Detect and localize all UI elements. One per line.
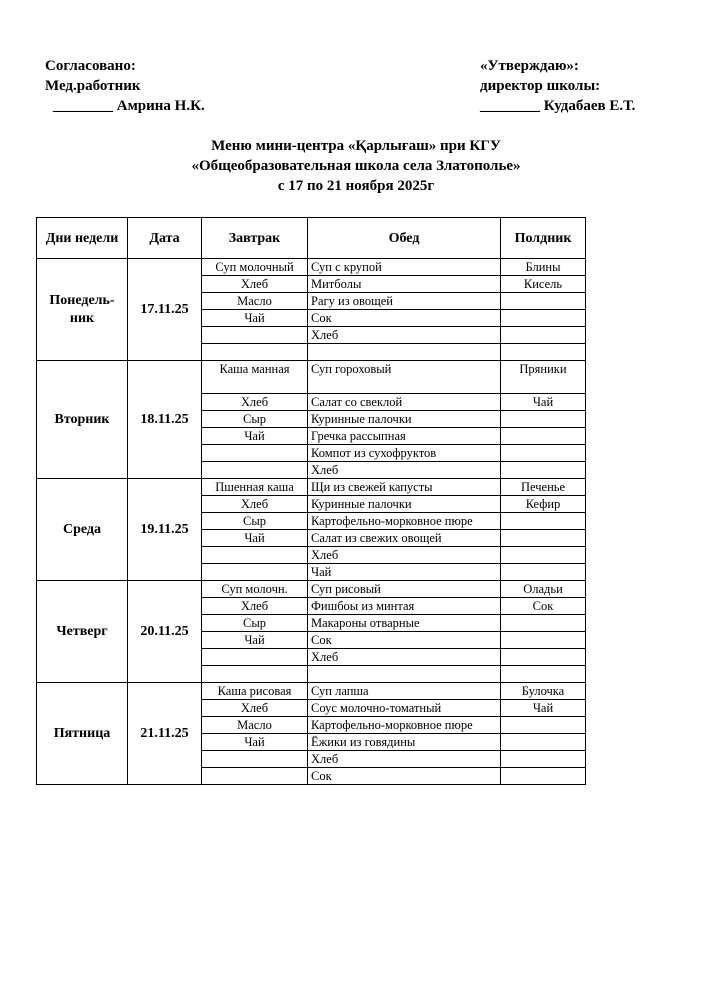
- snack-cell: [501, 445, 586, 462]
- day-cell: Вторник: [37, 361, 128, 479]
- lunch-cell: [308, 344, 501, 361]
- lunch-cell: Макароны отварные: [308, 615, 501, 632]
- approval-signature: ________ Амрина Н.К.: [53, 98, 205, 114]
- approval-role: Мед.работник: [45, 78, 141, 94]
- document-title: [0, 136, 712, 196]
- breakfast-cell: [202, 344, 308, 361]
- lunch-cell: Салат из свежих овощей: [308, 530, 501, 547]
- snack-cell: [501, 293, 586, 310]
- lunch-cell: Суп рисовый: [308, 581, 501, 598]
- snack-cell: [501, 513, 586, 530]
- snack-cell: Кисель: [501, 276, 586, 293]
- breakfast-cell: Пшенная каша: [202, 479, 308, 496]
- snack-cell: [501, 717, 586, 734]
- breakfast-cell: [202, 751, 308, 768]
- breakfast-cell: Масло: [202, 717, 308, 734]
- lunch-cell: Суп лапша: [308, 683, 501, 700]
- snack-cell: [501, 530, 586, 547]
- table-header-row: [37, 218, 586, 259]
- lunch-cell: Хлеб: [308, 327, 501, 344]
- snack-cell: Блины: [501, 259, 586, 276]
- lunch-cell: Компот из сухофруктов: [308, 445, 501, 462]
- table-row: [37, 581, 586, 598]
- lunch-cell: Салат со свеклой: [308, 394, 501, 411]
- breakfast-cell: Сыр: [202, 513, 308, 530]
- snack-cell: [501, 462, 586, 479]
- snack-cell: [501, 344, 586, 361]
- lunch-cell: Гречка рассыпная: [308, 428, 501, 445]
- table-row: [37, 683, 586, 700]
- breakfast-cell: [202, 666, 308, 683]
- date-cell: 18.11.25: [128, 361, 202, 479]
- lunch-cell: Рагу из овощей: [308, 293, 501, 310]
- breakfast-cell: Каша манная: [202, 361, 308, 394]
- breakfast-cell: Хлеб: [202, 496, 308, 513]
- breakfast-cell: Хлеб: [202, 276, 308, 293]
- approval-block-left: [45, 56, 205, 116]
- lunch-cell: Фишбоы из минтая: [308, 598, 501, 615]
- header-day: Дни недели: [37, 218, 128, 259]
- snack-cell: [501, 428, 586, 445]
- lunch-cell: Ёжики из говядины: [308, 734, 501, 751]
- lunch-cell: Хлеб: [308, 547, 501, 564]
- breakfast-cell: [202, 564, 308, 581]
- breakfast-cell: Суп молочн.: [202, 581, 308, 598]
- lunch-cell: Чай: [308, 564, 501, 581]
- date-cell: 19.11.25: [128, 479, 202, 581]
- header-snack: Полдник: [501, 218, 586, 259]
- day-cell: Пятница: [37, 683, 128, 785]
- snack-cell: [501, 564, 586, 581]
- day-cell: Четверг: [37, 581, 128, 683]
- lunch-cell: Картофельно-морковное пюре: [308, 513, 501, 530]
- snack-cell: Пряники: [501, 361, 586, 394]
- table-row: [37, 479, 586, 496]
- date-cell: 20.11.25: [128, 581, 202, 683]
- lunch-cell: Хлеб: [308, 649, 501, 666]
- snack-cell: [501, 547, 586, 564]
- lunch-cell: Куринные палочки: [308, 496, 501, 513]
- snack-cell: Печенье: [501, 479, 586, 496]
- lunch-cell: Сок: [308, 632, 501, 649]
- lunch-cell: Сок: [308, 768, 501, 785]
- breakfast-cell: Чай: [202, 734, 308, 751]
- lunch-cell: Щи из свежей капусты: [308, 479, 501, 496]
- snack-cell: [501, 751, 586, 768]
- header-date: Дата: [128, 218, 202, 259]
- breakfast-cell: [202, 547, 308, 564]
- lunch-cell: Картофельно-морковное пюре: [308, 717, 501, 734]
- approve-role: директор школы:: [480, 78, 601, 94]
- day-cell: Понедель-ник: [37, 259, 128, 361]
- breakfast-cell: Суп молочный: [202, 259, 308, 276]
- title-line-1: Меню мини-центра «Қарлығаш» при КГУ: [211, 138, 501, 154]
- breakfast-cell: Сыр: [202, 615, 308, 632]
- breakfast-cell: [202, 327, 308, 344]
- snack-cell: Булочка: [501, 683, 586, 700]
- lunch-cell: Соус молочно-томатный: [308, 700, 501, 717]
- lunch-cell: [308, 666, 501, 683]
- breakfast-cell: [202, 768, 308, 785]
- breakfast-cell: Хлеб: [202, 700, 308, 717]
- breakfast-cell: Хлеб: [202, 598, 308, 615]
- lunch-cell: Суп гороховый: [308, 361, 501, 394]
- approval-label: Согласовано:: [45, 58, 136, 74]
- lunch-cell: Куринные палочки: [308, 411, 501, 428]
- breakfast-cell: Сыр: [202, 411, 308, 428]
- date-cell: 17.11.25: [128, 259, 202, 361]
- approve-signature: ________ Кудабаев Е.Т.: [480, 98, 636, 114]
- snack-cell: [501, 327, 586, 344]
- lunch-cell: Суп с крупой: [308, 259, 501, 276]
- header-lunch: Обед: [308, 218, 501, 259]
- breakfast-cell: Чай: [202, 632, 308, 649]
- snack-cell: Сок: [501, 598, 586, 615]
- snack-cell: Чай: [501, 700, 586, 717]
- breakfast-cell: Чай: [202, 428, 308, 445]
- lunch-cell: Хлеб: [308, 751, 501, 768]
- date-cell: 21.11.25: [128, 683, 202, 785]
- snack-cell: [501, 649, 586, 666]
- snack-cell: [501, 310, 586, 327]
- snack-cell: [501, 411, 586, 428]
- title-line-2: «Общеобразовательная школа села Златополье»: [191, 158, 521, 174]
- breakfast-cell: [202, 462, 308, 479]
- lunch-cell: Митболы: [308, 276, 501, 293]
- table-row: [37, 259, 586, 276]
- title-line-3: с 17 по 21 ноября 2025г: [277, 178, 435, 194]
- menu-table: [36, 217, 586, 785]
- breakfast-cell: [202, 445, 308, 462]
- approval-block-right: [480, 56, 635, 116]
- breakfast-cell: Чай: [202, 530, 308, 547]
- snack-cell: Оладьи: [501, 581, 586, 598]
- snack-cell: [501, 768, 586, 785]
- lunch-cell: Сок: [308, 310, 501, 327]
- lunch-cell: Хлеб: [308, 462, 501, 479]
- approve-label: «Утверждаю»:: [480, 58, 579, 74]
- snack-cell: [501, 734, 586, 751]
- breakfast-cell: Чай: [202, 310, 308, 327]
- snack-cell: Кефир: [501, 496, 586, 513]
- breakfast-cell: Хлеб: [202, 394, 308, 411]
- breakfast-cell: Каша рисовая: [202, 683, 308, 700]
- breakfast-cell: Масло: [202, 293, 308, 310]
- snack-cell: Чай: [501, 394, 586, 411]
- snack-cell: [501, 632, 586, 649]
- breakfast-cell: [202, 649, 308, 666]
- snack-cell: [501, 666, 586, 683]
- day-cell: Среда: [37, 479, 128, 581]
- table-row: [37, 361, 586, 394]
- snack-cell: [501, 615, 586, 632]
- header-breakfast: Завтрак: [202, 218, 308, 259]
- menu-body: [37, 259, 586, 785]
